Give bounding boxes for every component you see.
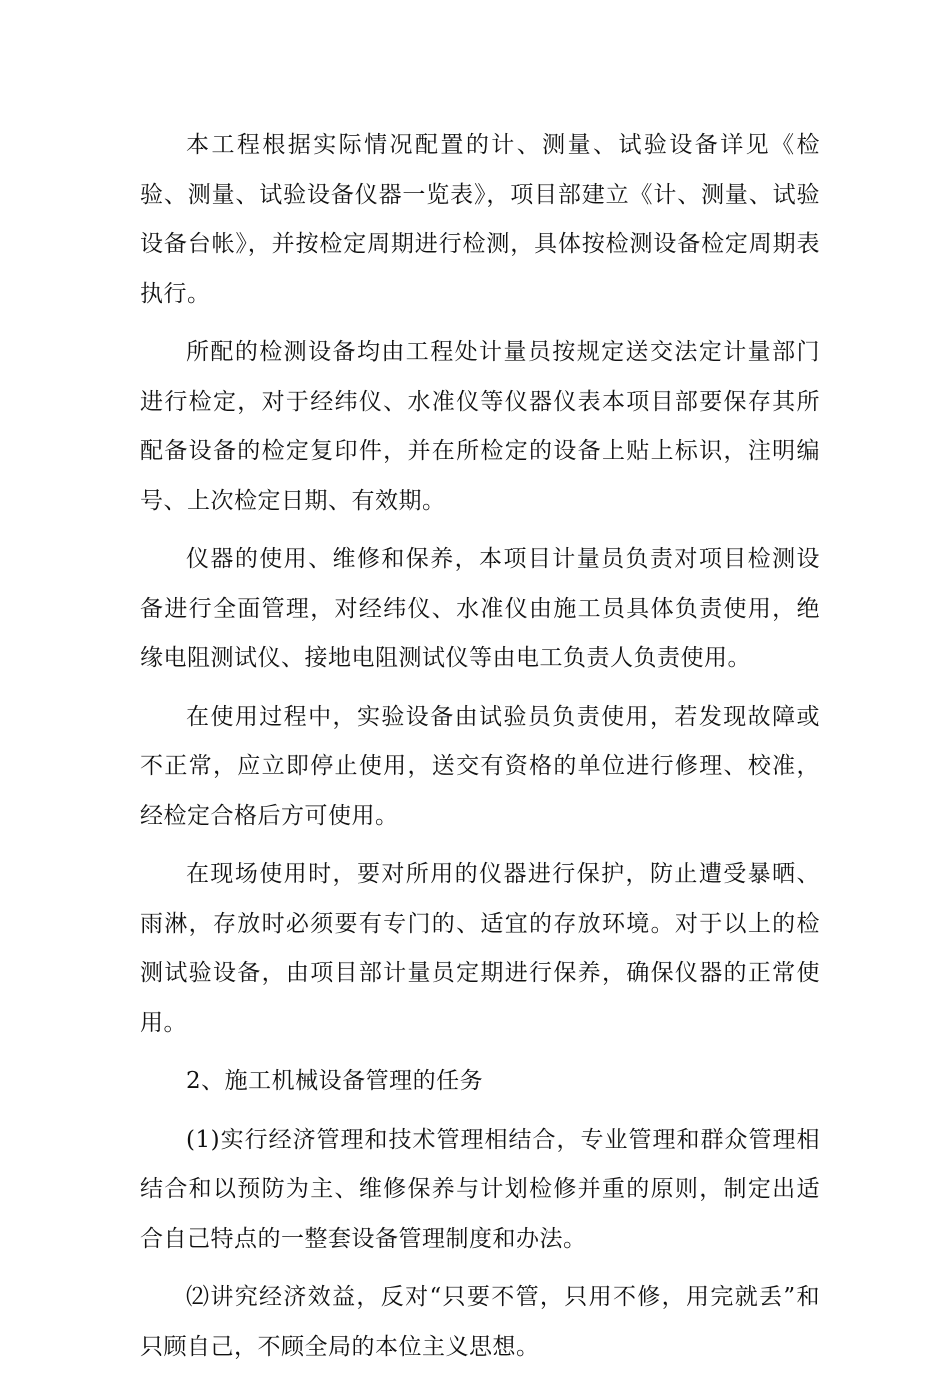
document-body xyxy=(140,121,820,1381)
paragraph-equipment-config: 本工程根据实际情况配置的计、测量、试验设备详见《检验、测量、试验设备仪器一览表》，项目部建立《计、测量、试验设备台帐》，并按检定周期进行检测，具体按检测设备检定周期表执行。 xyxy=(140,132,820,307)
paragraph-task-2: ⑵讲究经济效益，反对“只要不管，只用不修，用完就丢”和只顾自己，不顾全局的本位主义思想。 xyxy=(140,1284,820,1360)
paragraph-usage-faults: 在使用过程中，实验设备由试验员负责使用，若发现故障或不正常，应立即停止使用，送交有资格的单位进行修理、校准，经检定合格后方可使用。 xyxy=(140,703,820,829)
paragraph-equipment-calibration: 所配的检测设备均由工程处计量员按规定送交法定计量部门进行检定，对于经纬仪、水准仪等仪器仪表本项目部要保存其所配备设备的检定复印件，并在所检定的设备上贴上标识，注明编号、上次检定日期、有效期。 xyxy=(140,339,820,514)
paragraph-instrument-maintenance: 仪器的使用、维修和保养，本项目计量员负责对项目检测设备进行全面管理，对经纬仪、水准仪由施工员具体负责使用，绝缘电阻测试仪、接地电阻测试仪等由电工负责人负责使用。 xyxy=(140,546,820,671)
paragraph-task-1: (1)实行经济管理和技术管理相结合，专业管理和群众管理相结合和以预防为主、维修保养与计划检修并重的原则，制定出适合自己特点的一整套设备管理制度和办法。 xyxy=(140,1126,820,1252)
paragraph-onsite-protection: 在现场使用时，要对所用的仪器进行保护，防止遭受暴晒、雨淋，存放时必须要有专门的、适宜的存放环境。对于以上的检测试验设备，由项目部计量员定期进行保养，确保仪器的正常使用。 xyxy=(140,861,820,1036)
section-heading-machinery-tasks: 2、施工机械设备管理的任务 xyxy=(186,1068,484,1094)
